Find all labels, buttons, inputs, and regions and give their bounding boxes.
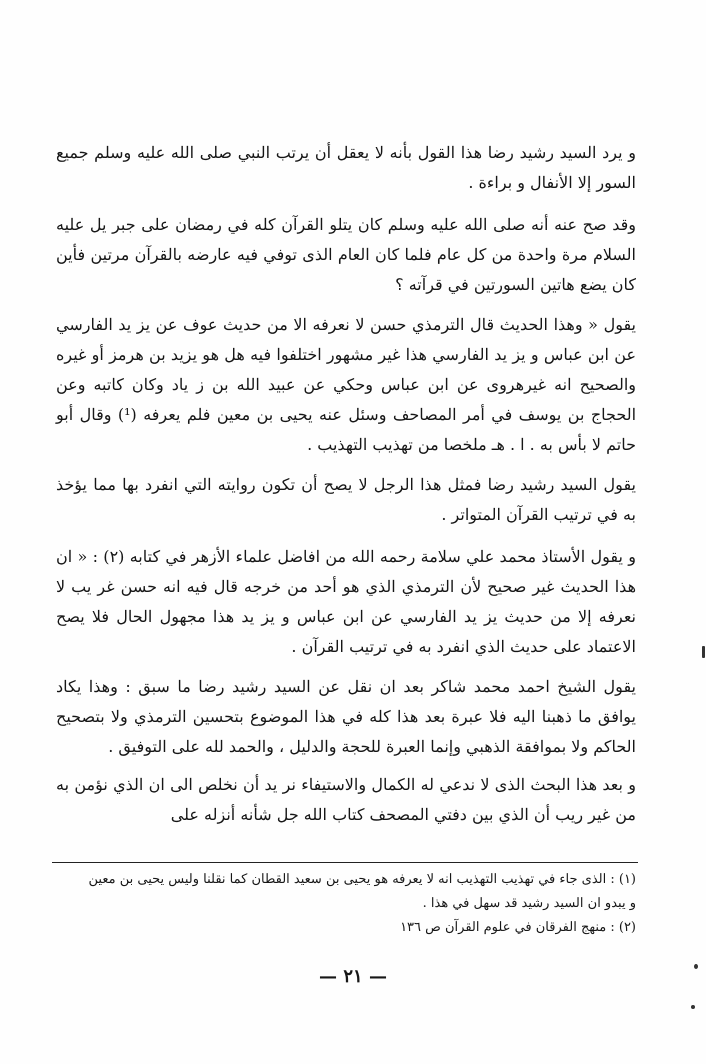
paragraph-4: يقول السيد رشيد رضا فمثل هذا الرجل لا يصح أن تكون روايته التي انفرد بها مما يؤخذ به في ترتيب القرآن المتواتر . (56, 475, 636, 524)
footnote-1-continued: و يبدو ان السيد رشيد قد سهل في هذا . (422, 896, 636, 911)
paragraph-3: يقول « وهذا الحديث قال الترمذي حسن لا نعرفه الا من حديث عوف عن يز يد الفارسي عن ابن عباس و يز يد الفارسي هذا غير مشهور اختلفوا فيه هل هو يزيد بن هرمز أو غيره والصحيح انه غيرهروى عن ابن عباس وحكي عن عبيد الله بن ز ياد وكان كاتبه وعن الحجاج بن يوسف في أمر المصاحف وسئل عنه يحيى بن معين فلم يعرفه (¹) وقال أبو حاتم لا بأس به . ا . هـ ملخصا من تهذيب التهذيب . (56, 315, 637, 454)
footnotes-section (50, 868, 636, 940)
footnote-2: (٢) : منهج الفرقان في علوم القرآن ص ١٣٦ (400, 920, 636, 935)
scan-artifact (691, 1005, 695, 1009)
paragraph-6: يقول الشيخ احمد محمد شاكر بعد ان نقل عن السيد رشيد رضا ما سبق : وهذا يكاد يوافق ما ذهبنا اليه فلا عبرة بعد هذا كله في هذا الموضوع بتحسين الترمذي ولا بتصحيح الحاكم ولا بموافقة الذهبي وإنما العبرة للحجة والدليل ، والحمد لله على التوفيق . (56, 677, 636, 756)
scan-artifact (702, 646, 705, 658)
scan-artifact (694, 964, 698, 969)
footnote-divider (52, 862, 638, 863)
paragraph-7: و بعد هذا البحث الذى لا ندعي له الكمال والاستيفاء نر يد أن نخلص الى ان الذي نؤمن به من غير ريب أن الذي بين دفتي المصحف كتاب الله جل شأنه أنزله على (56, 775, 636, 824)
paragraph-5: و يقول الأستاذ محمد علي سلامة رحمه الله من افاضل علماء الأزهر في كتابه (٢) : « ان هذا الحديث غير صحيح لأن الترمذي الذي هو أحد من خرجه قال فيه انه حسن غر يب لا نعرفه إلا من حديث يز يد الفارسي عن ابن عباس و يز يد هذا مجهول الحال فلا يصح الاعتماد على حديث الذي انفرد به في ترتيب القرآن . (56, 547, 637, 656)
page-number: — ٢١ — (319, 966, 387, 987)
paragraph-2: وقد صح عنه أنه صلى الله عليه وسلم كان يتلو القرآن كله في رمضان على جبر يل عليه السلام مرة واحدة من كل عام فلما كان العام الذى توفي فيه عارضه بالقرآن مرتين فأين كان يضع هاتين السورتين في قرآته ؟ (56, 215, 636, 294)
paragraph-1: و يرد السيد رشيد رضا هذا القول بأنه لا يعقل أن يرتب النبي صلى الله عليه وسلم جميع السور إلا الأنفال و براءة . (56, 143, 636, 192)
main-text-body (56, 138, 636, 830)
footnote-1: (١) : الذى جاء في تهذيب التهذيب انه لا يعرفه هو يحيى بن سعيد القطان كما نقلنا وليس يحيى بن معين (88, 872, 636, 887)
